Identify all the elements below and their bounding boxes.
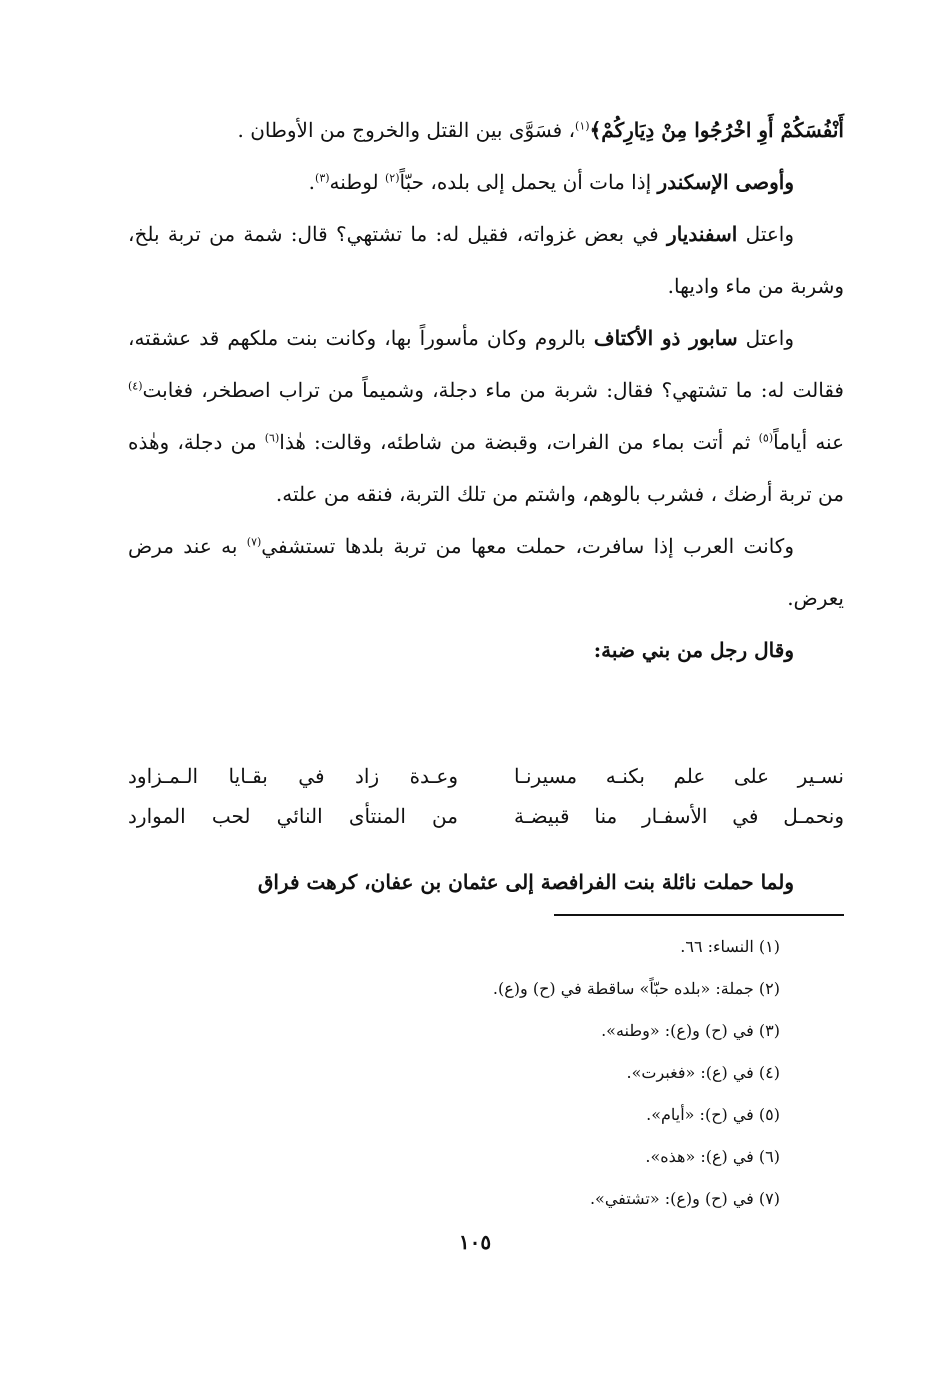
footnote-ref-3: (٣) <box>315 171 330 185</box>
footnote-7: (٧) في (ح) و(ع): «تشتفي». <box>589 1189 780 1208</box>
paragraph-3-text-b: في بعض غزواته، فقيل له: ما تشتهي؟ قال: شمة من تربة بلخ، وشربة من ماء واديها. <box>128 222 844 298</box>
footnote-ref-7: (٧) <box>246 535 262 549</box>
footnote-ref-6: (٦) <box>264 431 280 445</box>
page-number: ١٠٥ <box>458 1230 492 1254</box>
quran-verse: أَنْفُسَكُمْ أَوِ اخْرُجُوا مِنْ دِيَارِكُمْ﴾ <box>589 118 844 142</box>
paragraph-7: ولما حملت نائلة بنت الفرافصة إلى عثمان بن عفان، كرهت فراق <box>257 870 794 894</box>
paragraph-2 <box>128 156 844 208</box>
paragraph-1 <box>128 104 844 156</box>
footnote-ref-4: (٤) <box>128 379 143 393</box>
verse-first-half: ونحمـل في الأسفـار منا قبيضـة <box>514 804 844 828</box>
poem-verse <box>128 756 844 796</box>
verse-second-half: من المنتأى النائي لحب الموارد <box>128 804 458 828</box>
name-iskandar: وأوصى الإسكندر <box>657 170 794 194</box>
footnotes <box>128 926 780 1220</box>
poem-verse <box>128 796 844 836</box>
footnote-6: (٦) في (ع): «هذه». <box>645 1147 780 1166</box>
paragraph-5 <box>128 520 844 624</box>
paragraph-2-text-b: لوطنه <box>329 170 385 194</box>
paragraph-5-text-a: وكانت العرب إذا سافرت، حملت معها من تربة بلدها تستشفي <box>261 534 794 558</box>
paragraph-4-text-b: بالروم وكان مأسوراً بها، وكانت بنت ملكهم قد عشقته، فقالت له: ما تشتهي؟ فقال: شربة من ماء دجلة، وشميماً من تراب اصطخر، فغابت <box>128 326 844 402</box>
paragraph-4-text-e: من دجلة، وهٰذه من تربة أرضك ، فشرب بالوهم، واشتم من تلك التربة، فنقه من علته. <box>128 430 844 506</box>
paragraph-5-text-b: به عند مرض يعرض. <box>128 534 844 610</box>
footnote-2: (٢) جملة: «بلده حبّاً» ساقطة في (ح) و(ع). <box>492 979 780 998</box>
footnote-1: (١) النساء: ٦٦. <box>680 937 780 956</box>
paragraph-6: وقال رجل من بني ضبة: <box>593 638 794 662</box>
footnote-5: (٥) في (ح): «أيام». <box>646 1105 780 1124</box>
verse-second-half: وعـدة زاد في بقـايا الـمـزاود <box>128 764 458 788</box>
footnote-4: (٤) في (ع): «فغبرت». <box>626 1063 780 1082</box>
paragraph-1-text: ، فسَوَّى بين القتل والخروج من الأوطان . <box>237 118 576 142</box>
poem <box>128 756 844 836</box>
name-isfandiyar: اسفنديار <box>667 222 738 246</box>
footnote-ref-1: (١) <box>575 119 590 133</box>
paragraph-4-text-a: واعتل <box>737 326 794 350</box>
paragraph-4-text-d: ثم أتت بماء من الفرات، وقبضة من شاطئه، وقالت: هٰذا <box>279 430 759 454</box>
paragraph-3 <box>128 208 844 312</box>
footnote-3: (٣) في (ح) و(ع): «وطنه». <box>601 1021 780 1040</box>
footnote-ref-5: (٥) <box>758 431 774 445</box>
footnote-divider <box>554 914 844 916</box>
body-text-top <box>128 104 844 676</box>
paragraph-2-text-a: إذا مات أن يحمل إلى بلده، حبّاً <box>399 170 658 194</box>
paragraph-3-text-a: واعتل <box>737 222 794 246</box>
footnote-ref-2: (٢) <box>385 171 400 185</box>
verse-first-half: نسـير على علم بكنـه مسيرنـا <box>514 764 844 788</box>
name-sabur: سابور ذو الأكتاف <box>593 326 738 350</box>
body-text-bottom <box>128 856 844 908</box>
paragraph-4-text-c: عنه أياماً <box>773 430 845 454</box>
paragraph-2-text-c: . <box>308 170 316 194</box>
paragraph-4 <box>128 312 844 520</box>
